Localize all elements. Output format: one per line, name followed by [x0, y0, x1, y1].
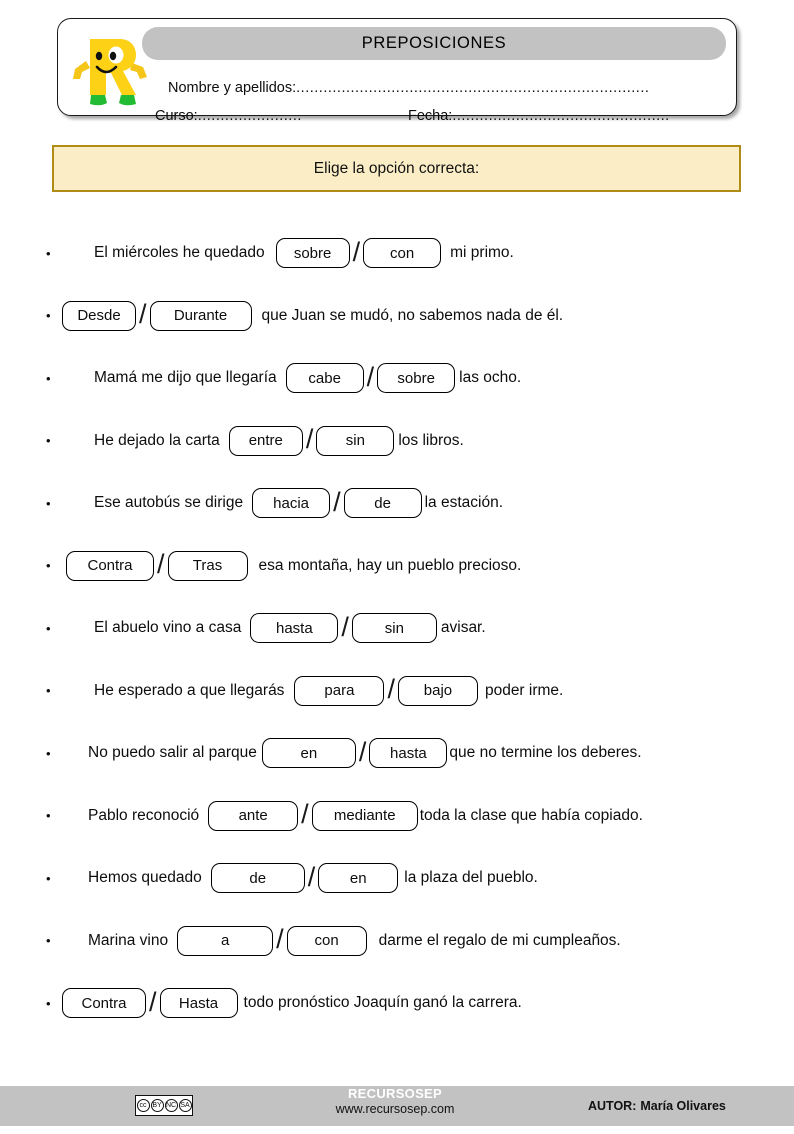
exercise-text-after: que no termine los deberes.: [449, 744, 642, 762]
option-box-a[interactable]: de: [211, 863, 305, 893]
exercise-text-after: toda la clase que había copiado.: [419, 806, 643, 824]
list-bullet: •: [46, 745, 51, 761]
exercise-text-before: Mamá me dijo que llegaría: [94, 369, 277, 387]
exercise-text-after: que Juan se mudó, no sabemos nada de él.: [261, 306, 564, 324]
option-box-a[interactable]: hasta: [250, 613, 338, 643]
exercise-text-before: El miércoles he quedado: [94, 244, 265, 262]
exercise-text-after: todo pronóstico Joaquín ganó la carrera.: [243, 994, 522, 1012]
exercise-row: [46, 535, 766, 598]
exercise-text-after: las ocho.: [459, 369, 522, 387]
option-separator: /: [387, 674, 395, 705]
exercise-row: [46, 222, 766, 285]
exercise-text-after: darme el regalo de mi cumpleaños.: [378, 931, 621, 949]
option-box-b[interactable]: Hasta: [160, 988, 238, 1018]
site-url[interactable]: www.recursosep.com: [335, 1101, 455, 1116]
option-box-a[interactable]: Contra: [66, 551, 154, 581]
exercise-text-after: mi primo.: [450, 244, 514, 262]
option-box-b[interactable]: hasta: [369, 738, 447, 768]
name-field-line[interactable]: ..............................................................................: [296, 80, 650, 96]
option-box-a[interactable]: ante: [208, 801, 298, 831]
date-field-line[interactable]: ................................................: [452, 108, 670, 124]
option-box-a[interactable]: a: [177, 926, 273, 956]
recursosep-r-mascot-icon: [68, 25, 152, 111]
creative-commons-license-icon[interactable]: [135, 1095, 193, 1116]
exercise-text-before: Pablo reconoció: [88, 806, 200, 824]
exercise-text-before: El abuelo vino a casa: [94, 619, 242, 637]
exercise-text-after: poder irme.: [484, 681, 564, 699]
option-separator: /: [139, 299, 147, 330]
option-separator: /: [333, 486, 341, 517]
list-bullet: •: [46, 995, 51, 1011]
option-box-b[interactable]: bajo: [398, 676, 478, 706]
exercise-row: [46, 472, 766, 535]
cc-sa-icon: SA: [179, 1099, 192, 1112]
option-separator: /: [307, 861, 316, 892]
exercise-text-after: los libros.: [398, 431, 464, 449]
course-field-row: [155, 108, 302, 124]
list-bullet: •: [46, 308, 51, 324]
list-bullet: •: [46, 870, 51, 886]
exercise-text-before: He esperado a que llegarás: [94, 681, 285, 699]
option-box-b[interactable]: sobre: [377, 363, 455, 393]
list-bullet: •: [46, 620, 51, 636]
exercise-text-before: Hemos quedado: [88, 869, 202, 887]
list-bullet: •: [46, 933, 51, 949]
exercise-row: [46, 847, 766, 910]
exercise-text-after: esa montaña, hay un pueblo precioso.: [258, 556, 522, 574]
name-field-row: [168, 80, 649, 96]
author-label: AUTOR:: [588, 1099, 637, 1113]
list-bullet: •: [46, 683, 51, 699]
exercise-text-before: No puedo salir al parque: [88, 744, 257, 762]
list-bullet: •: [46, 370, 51, 386]
exercise-row: [46, 660, 766, 723]
option-box-a[interactable]: cabe: [286, 363, 364, 393]
option-box-b[interactable]: con: [363, 238, 441, 268]
option-box-b[interactable]: mediante: [312, 801, 418, 831]
option-box-b[interactable]: en: [318, 863, 398, 893]
exercise-text-after: la estación.: [424, 494, 504, 512]
cc-by-icon: BY: [151, 1099, 164, 1112]
date-field-row: [408, 108, 670, 124]
course-field-label: Curso:: [155, 108, 198, 124]
exercise-list: [46, 222, 766, 1035]
option-box-b[interactable]: Tras: [168, 551, 248, 581]
site-name: RECURSOSEP: [347, 1086, 443, 1101]
option-box-a[interactable]: para: [294, 676, 384, 706]
option-box-a[interactable]: hacia: [252, 488, 330, 518]
list-bullet: •: [46, 808, 51, 824]
option-box-a[interactable]: en: [262, 738, 356, 768]
option-box-b[interactable]: Durante: [150, 301, 252, 331]
exercise-text-after: la plaza del pueblo.: [404, 869, 538, 887]
option-box-a[interactable]: entre: [229, 426, 303, 456]
exercise-text-before: He dejado la carta: [94, 431, 220, 449]
option-box-b[interactable]: sin: [316, 426, 394, 456]
option-separator: /: [149, 986, 157, 1017]
exercise-row: [46, 410, 766, 473]
option-separator: /: [301, 799, 309, 830]
author-name: María Olivares: [640, 1099, 726, 1113]
name-field-label: Nombre y apellidos:: [168, 80, 297, 96]
exercise-text-before: Marina vino: [88, 931, 169, 949]
site-branding: [290, 1087, 500, 1118]
option-box-b[interactable]: de: [344, 488, 422, 518]
exercise-row: [46, 785, 766, 848]
list-bullet: •: [46, 495, 51, 511]
exercise-text-before: Ese autobús se dirige: [94, 494, 244, 512]
page-title: PREPOSICIONES: [361, 34, 507, 52]
cc-nc-icon: NC: [165, 1099, 178, 1112]
exercise-row: [46, 347, 766, 410]
course-field-line[interactable]: .......................: [197, 108, 302, 124]
option-separator: /: [358, 736, 367, 767]
exercise-row: [46, 972, 766, 1035]
option-separator: /: [352, 236, 361, 267]
option-separator: /: [157, 549, 165, 580]
option-separator: /: [305, 424, 314, 455]
worksheet-header-card: [57, 18, 737, 124]
cc-cc-icon: cc: [137, 1099, 150, 1112]
instruction-text: Elige la opción correcta:: [313, 159, 480, 177]
exercise-row: [46, 597, 766, 660]
option-box-b[interactable]: sin: [352, 613, 437, 643]
instruction-banner: [52, 145, 741, 192]
exercise-row: [46, 722, 766, 785]
option-box-a[interactable]: sobre: [276, 238, 350, 268]
option-separator: /: [341, 611, 349, 642]
option-box-b[interactable]: con: [287, 926, 367, 956]
option-separator: /: [366, 361, 375, 392]
list-bullet: •: [46, 433, 51, 449]
exercise-row: [46, 910, 766, 973]
date-field-label: Fecha:: [408, 108, 453, 124]
list-bullet: •: [46, 245, 51, 261]
exercise-text-after: avisar.: [440, 619, 486, 637]
option-box-a[interactable]: Contra: [62, 988, 146, 1018]
list-bullet: •: [46, 558, 51, 574]
author-credit: [588, 1099, 726, 1113]
exercise-row: [46, 285, 766, 348]
option-separator: /: [276, 924, 284, 955]
worksheet-title-bar: [142, 27, 726, 60]
option-box-a[interactable]: Desde: [62, 301, 136, 331]
